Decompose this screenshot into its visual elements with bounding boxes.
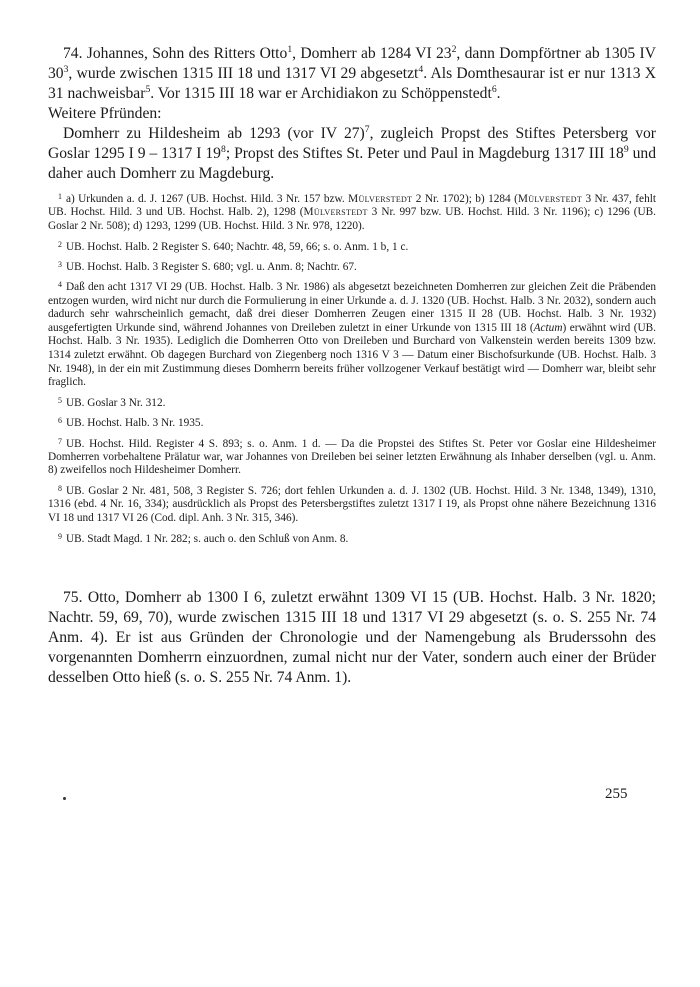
footnote-8: $^8$ UB. Goslar 2 Nr. 481, 508, 3 Register S. 726; dort fehlen Urkunden a. d. J. 1302 (UB. Hochst. Hild. 3 Nr. 1348, 1349), 1310, 1316 (ebd. 4 Nr. 16, 334); ausdrücklich als Propst des Petersbergstiftes zuletzt 1317 I 19, als Propst ohne nähere Bezeichnung 1316 VI 18 und 1317 VI 26 (Cod. dipl. Anh. 3 Nr. 315, 346). (48, 484, 656, 524)
entry-74-paragraph: 74. Johannes, Sohn des Ritters Otto$^1$, Domherr ab 1284 VI $23^2$, dann Dompförtner ab 1305 IV $30^3$, wurde zwischen 1315 III 18 und 1317 VI 29 abgesetzt$^4$. Als Domthesaurar ist er nur 1313 X 31 nachweisbar$^5$. Vor 1315 III 18 war er Archidiakon zu Schöppenstedt$^6$. (48, 44, 657, 102)
footnotes (48, 190, 656, 546)
footnote-2: $^2$ UB. Hochst. Halb. 2 Register S. 640; Nachtr. 48, 59, 66; s. o. Anm. 1 b, 1 c. (58, 239, 409, 253)
footnote-6: $^6$ UB. Hochst. Halb. 3 Nr. 1935. (58, 416, 204, 429)
footnote-7: $^7$ UB. Hochst. Hild. Register 4 S. 893; s. o. Anm. 1 d. — Da die Propstei des Stiftes St. Peter vor Goslar eine Hildesheimer Domherren vorbehaltene Prälatur war, war Johannes von Dreileben bei seiner letzten Erwähnung als Inhaber derselben (vgl. u. Anm. 8) zweifellos noch Hildesheimer Domherr. (48, 436, 656, 477)
page-content (48, 44, 656, 688)
weitere-pfruenden-heading: Weitere Pfründen: (48, 105, 162, 122)
stray-dot-mark (63, 797, 66, 800)
footnote-3: $^3$ UB. Hochst. Halb. 3 Register S. 680; vgl. u. Anm. 8; Nachtr. 67. (58, 259, 357, 273)
footnote-4: $^4$ Daß den acht 1317 VI 29 (UB. Hochst. Halb. 3 Nr. 1986) als abgesetzt bezeichneten Domherren zur gleichen Zeit die Präbenden entzogen wurden, wird nicht nur durch die Formulierung in einer Urkunde a. d. J. 1320 (UB. Hochst. Halb. 3 Nr. 2032), sondern auch dadurch sehr wahrscheinlich gemacht, daß drei dieser Domherren Zeugen einer 1315 II 28 (UB. Hochst. Halb. 3 Nr. 1932) ausgefertigten Urkunde sind, während Johannes von Dreileben zuletzt in einer Urkunde von 1315 III 18 (Actum) erwähnt wird (UB. Hochst. Halb. 3 Nr. 1935). Lediglich die Domherren Otto von Dreileben und Burchard von Valkenstein werden bereits 1309 bzw. 1314 zuletzt erwähnt. Ob dagegen Burchard von Ziegenberg noch 1316 V 3 — Datum einer Bischofsurkunde (UB. Hochst. Halb. 3 Nr. 1948), in der ein mit Zustimmung dieses Domherrn bereits früher vollzogener Verkauf bestätigt wird — Domherr war, bleibt sehr fraglich. (48, 280, 656, 389)
page-number: 255 (605, 786, 628, 802)
entry-74-benefices-paragraph: Domherr zu Hildesheim ab 1293 (vor IV 27)$^7$, zugleich Propst des Stiftes Petersberg vor Goslar 1295 I 9 – 1317 I $19^8$; Propst des Stiftes St. Peter und Paul in Magdeburg 1317 III $18^9$ und daher auch Domherr zu Magdeburg. (48, 124, 656, 182)
footnote-1: $^1$ a) Urkunden a. d. J. 1267 (UB. Hochst. Hild. 3 Nr. 157 bzw. Mülverstedt 2 Nr. 1702); b) 1284 (Mülverstedt 3 Nr. 437, fehlt UB. Hochst. Hild. 3 und UB. Hochst. Halb. 2), 1298 (Mülverstedt 3 Nr. 997 bzw. UB. Hochst. Hild. 3 Nr. 1196); c) 1296 (UB. Goslar 2 Nr. 508); d) 1293, 1299 (UB. Hochst. Hild. 3 Nr. 978, 1220). (48, 192, 656, 232)
entry-75-paragraph: 75. Otto, Domherr ab 1300 I 6, zuletzt erwähnt 1309 VI 15 (UB. Hochst. Halb. 3 Nr. 1820; Nachtr. 59, 69, 70), wurde zwischen 1315 III 18 und 1317 VI 29 abgesetzt (s. o. S. 255 Nr. 74 Anm. 4). Er ist aus Gründen der Chronologie und der Namengebung als Bruderssohn des vorgenannten Domherrn einzuordnen, zumal nicht nur der Vater, sondern auch einer der Brüder desselben Otto hieß (s. o. S. 255 Nr. 74 Anm. 1). (48, 588, 656, 686)
footnote-9: $^9$ UB. Stadt Magd. 1 Nr. 282; s. auch o. den Schluß von Anm. 8. (58, 531, 349, 545)
footnote-5: $^5$ UB. Goslar 3 Nr. 312. (58, 395, 166, 409)
